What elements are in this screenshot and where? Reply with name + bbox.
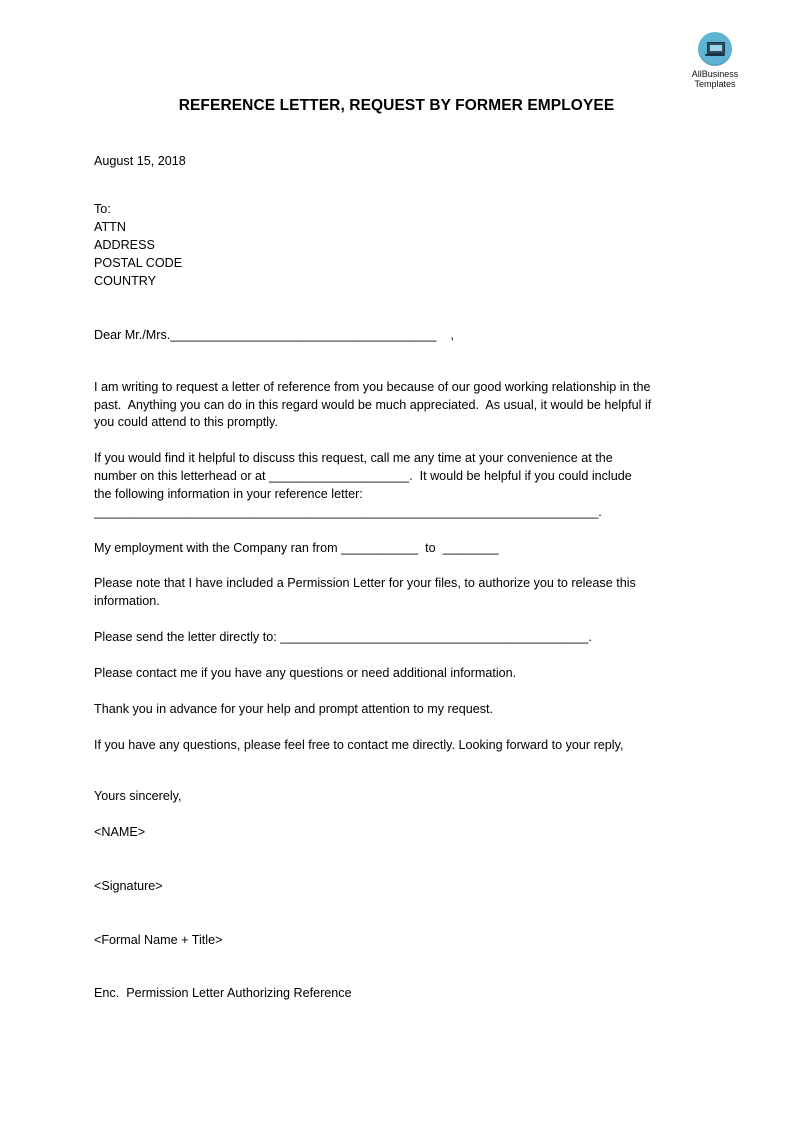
paragraph-2-line-4: ________________________________________________________________________. (94, 505, 602, 519)
logo-line-1: AllBusiness (691, 69, 739, 79)
paragraph-4-line-1: Please note that I have included a Permission Letter for your files, to authorize you to release this (94, 576, 636, 590)
laptop-icon (698, 32, 732, 66)
send-directly-to: Please send the letter directly to: ____________________________________________. (94, 630, 592, 644)
paragraph-4-line-2: information. (94, 594, 160, 608)
document-title: REFERENCE LETTER, REQUEST BY FORMER EMPLOYEE (178, 97, 615, 114)
paragraph-questions: If you have any questions, please feel free to contact me directly. Looking forward to your reply, (94, 738, 624, 752)
closing-name: <NAME> (94, 825, 146, 839)
logo-line-2: Templates (694, 79, 736, 89)
closing-signature: <Signature> (94, 879, 163, 893)
recipient-country: COUNTRY (94, 274, 157, 288)
paragraph-2-line-3: the following information in your reference letter: (94, 487, 363, 501)
paragraph-contact: Please contact me if you have any questions or need additional information. (94, 666, 517, 680)
recipient-attn: ATTN (94, 220, 126, 234)
paragraph-1-line-3: you could attend to this promptly. (94, 415, 278, 429)
paragraph-2-line-1: If you would find it helpful to discuss this request, call me any time at your convenience at the (94, 451, 613, 465)
recipient-to: To: (94, 202, 111, 216)
enclosure-note: Enc. Permission Letter Authorizing Reference (94, 986, 352, 1000)
closing-sincerely: Yours sincerely, (94, 789, 182, 803)
allbusiness-logo (680, 32, 750, 89)
recipient-postal-code: POSTAL CODE (94, 256, 183, 270)
letter-date: August 15, 2018 (94, 154, 186, 168)
paragraph-2-line-2: number on this letterhead or at ____________________. It would be helpful if you could include (94, 469, 632, 483)
salutation: Dear Mr./Mrs.______________________________________ , (94, 328, 454, 342)
recipient-address: ADDRESS (94, 238, 155, 252)
employment-dates: My employment with the Company ran from ___________ to ________ (94, 541, 499, 555)
paragraph-1-line-2: past. Anything you can do in this regard would be much appreciated. As usual, it would be helpful if (94, 398, 652, 412)
logo-text (680, 69, 750, 89)
paragraph-thanks: Thank you in advance for your help and prompt attention to my request. (94, 702, 494, 716)
closing-formal-name-title: <Formal Name + Title> (94, 933, 223, 947)
paragraph-1-line-1: I am writing to request a letter of reference from you because of our good working relationship in the (94, 380, 651, 394)
